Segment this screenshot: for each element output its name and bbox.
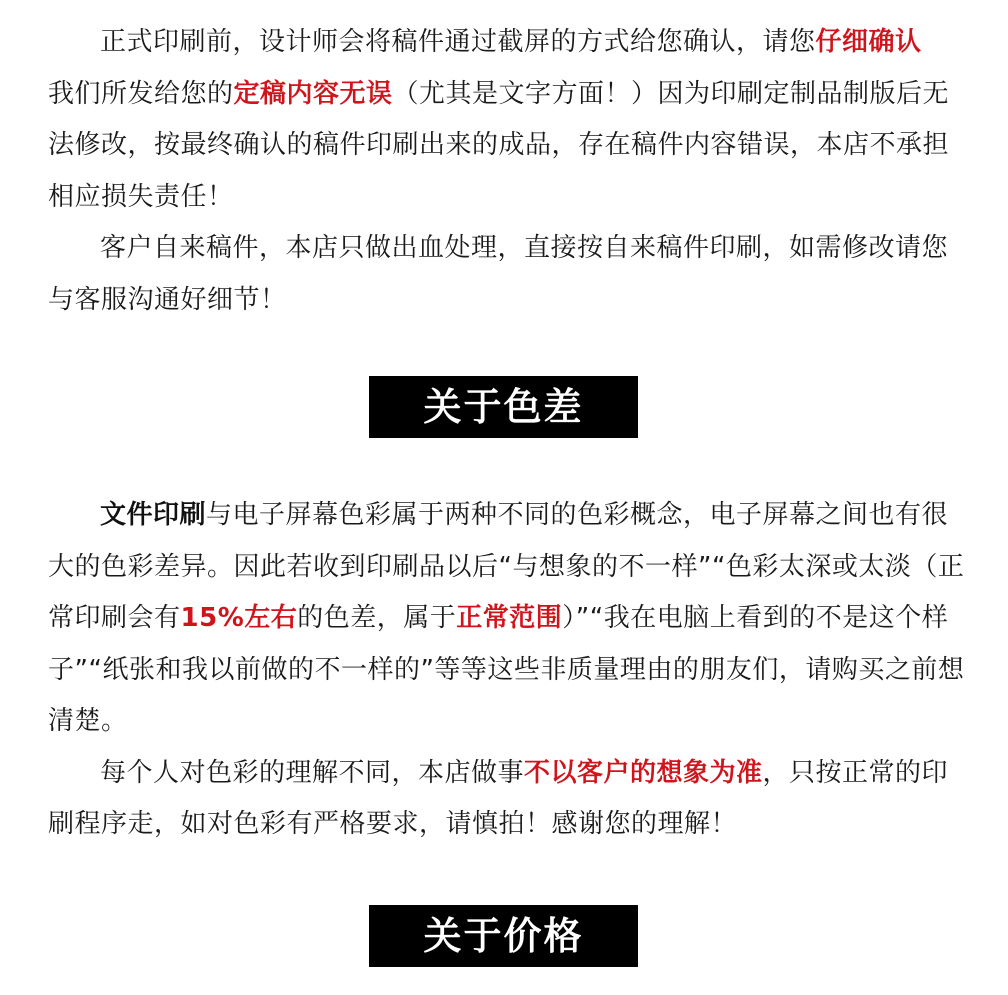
text-span: ，只按正常的印刷程序走，如对色彩有严格要求，请慎拍！感谢您的理解！: [48, 757, 949, 839]
bold-text: 文件印刷: [100, 500, 207, 530]
proof-paragraph: [48, 17, 968, 223]
customer-file-paragraph: 客户自来稿件，本店只做出血处理，直接按自来稿件印刷，如需修改请您与客服沟通好细节！: [48, 233, 949, 315]
highlight-text: 仔细确认: [815, 27, 922, 57]
color-difference-section: [48, 490, 968, 851]
text-span: ）”“我在电脑上看到的不是这个样子”“纸张和我以前做的不一样的”等等这些非质量理由的朋友们，请购买之前想清楚。: [48, 603, 965, 736]
highlight-text: 正常范围: [456, 603, 563, 633]
proof-confirmation-section: [48, 17, 968, 326]
section-banner-price: 关于价格: [369, 905, 638, 967]
text-span: 我们所发给您的: [48, 78, 234, 109]
color-paragraph: [48, 490, 968, 748]
text-span: 正式印刷前，设计师会将稿件通过截屏的方式给您确认，请您: [100, 27, 816, 57]
highlight-text: 15%左右: [180, 603, 298, 633]
understanding-paragraph: [48, 748, 968, 851]
text-span: 每个人对色彩的理解不同，本店做事: [100, 757, 525, 788]
highlight-text: 不以客户的想象为准: [524, 757, 763, 788]
highlight-text: 定稿内容无误: [233, 78, 393, 109]
text-span: 的色差，属于: [297, 603, 457, 633]
text-span: （尤其是文字方面！）因为印刷定制品制版后无法修改，按最终确认的稿件印刷出来的成品，存在稿件内容错误，本店不承担相应损失责任！: [48, 78, 950, 212]
text-span: 与电子屏幕色彩属于两种不同的色彩概念，电子屏幕之间也有很大的色彩差异。因此若收到印刷品以后“与想象的不一样”“色彩太深或太淡（正常印刷会有: [48, 500, 965, 633]
section-banner-color-difference: 关于色差: [369, 376, 638, 438]
